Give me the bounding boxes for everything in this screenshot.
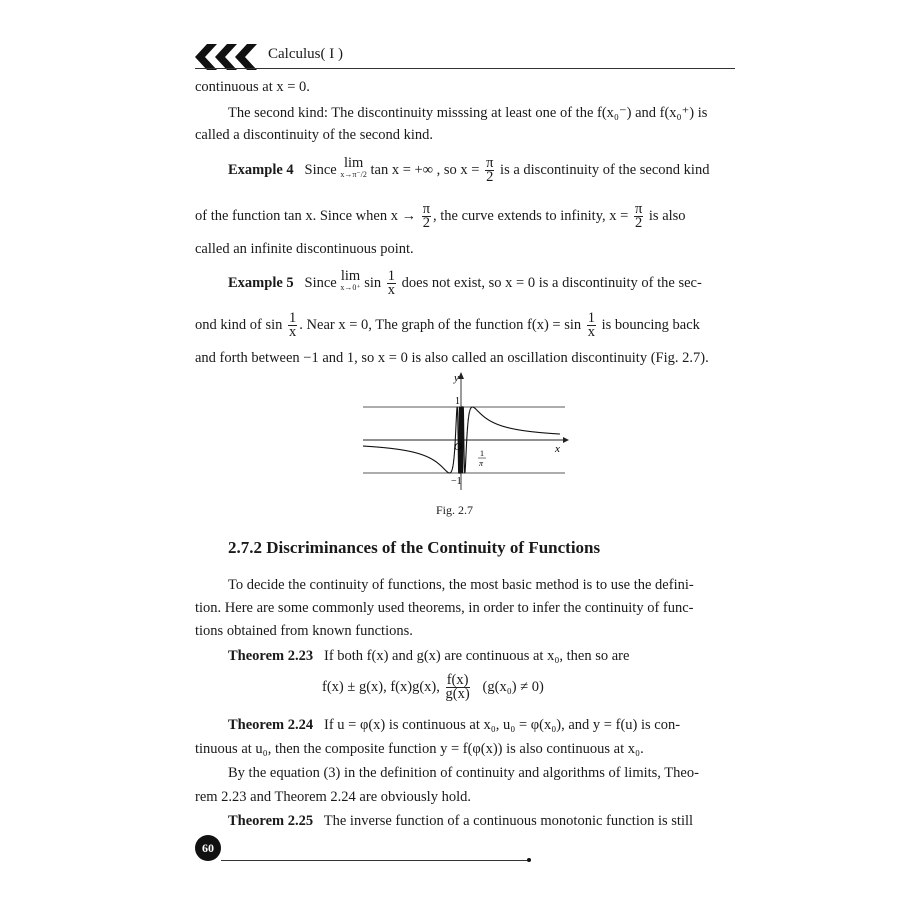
- example-4-line-1: Example 4 Since lim x→π⁻/2 tan x = +∞ , so x = $\frac{\pi}{2}$ is a discontinuity of the second kind: [228, 155, 710, 185]
- example-4-line-2: of the function tan x. Since when x → $\frac{\pi}{2}$ , the curve extends to infinity, x = $\frac{\pi}{2}$ is also: [195, 201, 686, 231]
- figure-tick-denominator: π: [479, 459, 484, 468]
- theorem-2-23-formula: f(x) ± g(x), f(x)g(x), $\frac{f(x)}{g(x)}$ (g(x₀) ≠ 0): [322, 672, 544, 702]
- figure-caption: Fig. 2.7: [436, 503, 474, 517]
- footer-rule-dot: [527, 858, 531, 862]
- theorem-2-23: Theorem 2.23 If both f(x) and g(x) are continuous at x₀, then so are: [228, 648, 630, 664]
- example-4-line-3: called an infinite discontinuous point.: [195, 241, 414, 257]
- example-5-line-3: and forth between −1 and 1, so x = 0 is also called an oscillation discontinuity (Fig. 2.7).: [195, 350, 709, 366]
- theorem-2-24-cont: tinuous at u₀, then the composite function y = f(φ(x)) is also continuous at x₀.: [195, 741, 644, 757]
- para-2-line-2: rem 2.23 and Theorem 2.24 are obviously hold.: [195, 789, 471, 805]
- page-number: 60: [202, 841, 214, 855]
- footer-rule: [221, 860, 529, 861]
- header-rule: [195, 68, 735, 69]
- figure-y-label: y: [454, 372, 459, 384]
- figure-sin-1-over-x: [355, 370, 575, 500]
- theorem-2-24-label: Theorem 2.24: [228, 717, 314, 733]
- line-continuous-at-zero: continuous at x = 0.: [195, 79, 310, 95]
- figure-tick-numerator: 1: [480, 449, 484, 458]
- example-4-label: Example 4: [228, 161, 294, 178]
- figure-one-label: 1: [455, 396, 460, 407]
- theorem-2-23-label: Theorem 2.23: [228, 648, 314, 664]
- figure-origin-label: O: [454, 441, 462, 453]
- header-logo-chevrons: [195, 44, 265, 75]
- para-1-line-3: tions obtained from known functions.: [195, 623, 413, 639]
- section-heading: 2.7.2 Discriminances of the Continuity of Functions: [228, 538, 601, 557]
- example-5-label: Example 5: [228, 274, 294, 291]
- para-1-line-2: tion. Here are some commonly used theorems, in order to infer the continuity of func-: [195, 600, 694, 616]
- para-1-line-1: To decide the continuity of functions, the most basic method is to use the defini-: [228, 577, 694, 593]
- figure-minus-one-label: −1: [451, 476, 462, 487]
- header-title: Calculus( I ): [268, 46, 343, 62]
- example-5-line-1: Example 5 Since lim x→0⁺ sin $\frac{1}{x}$ does not exist, so x = 0 is a discontinuity of the sec-: [228, 268, 702, 298]
- second-kind-definition-cont: called a discontinuity of the second kind.: [195, 127, 433, 143]
- figure-x-label: x: [555, 443, 560, 455]
- x-axis-arrow: [563, 437, 569, 443]
- second-kind-definition: The second kind: The discontinuity misssing at least one of the f(x₀⁻) and f(x₀⁺) is: [228, 105, 708, 121]
- para-2-line-1: By the equation (3) in the definition of continuity and algorithms of limits, Theo-: [228, 765, 699, 781]
- theorem-2-25: Theorem 2.25 The inverse function of a continuous monotonic function is still: [228, 813, 694, 829]
- theorem-2-24: Theorem 2.24 If u = φ(x) is continuous at x₀, u₀ = φ(x₀), and y = f(u) is con-: [228, 717, 681, 733]
- page-number-badge: [195, 835, 221, 861]
- theorem-2-25-label: Theorem 2.25: [228, 813, 314, 829]
- y-axis-arrow: [458, 372, 464, 379]
- figure-svg: [355, 370, 575, 495]
- example-5-line-2: ond kind of sin $\frac{1}{x}$ . Near x = 0, The graph of the function f(x) = sin $\frac{1}{x}$ is bouncing back: [195, 310, 700, 340]
